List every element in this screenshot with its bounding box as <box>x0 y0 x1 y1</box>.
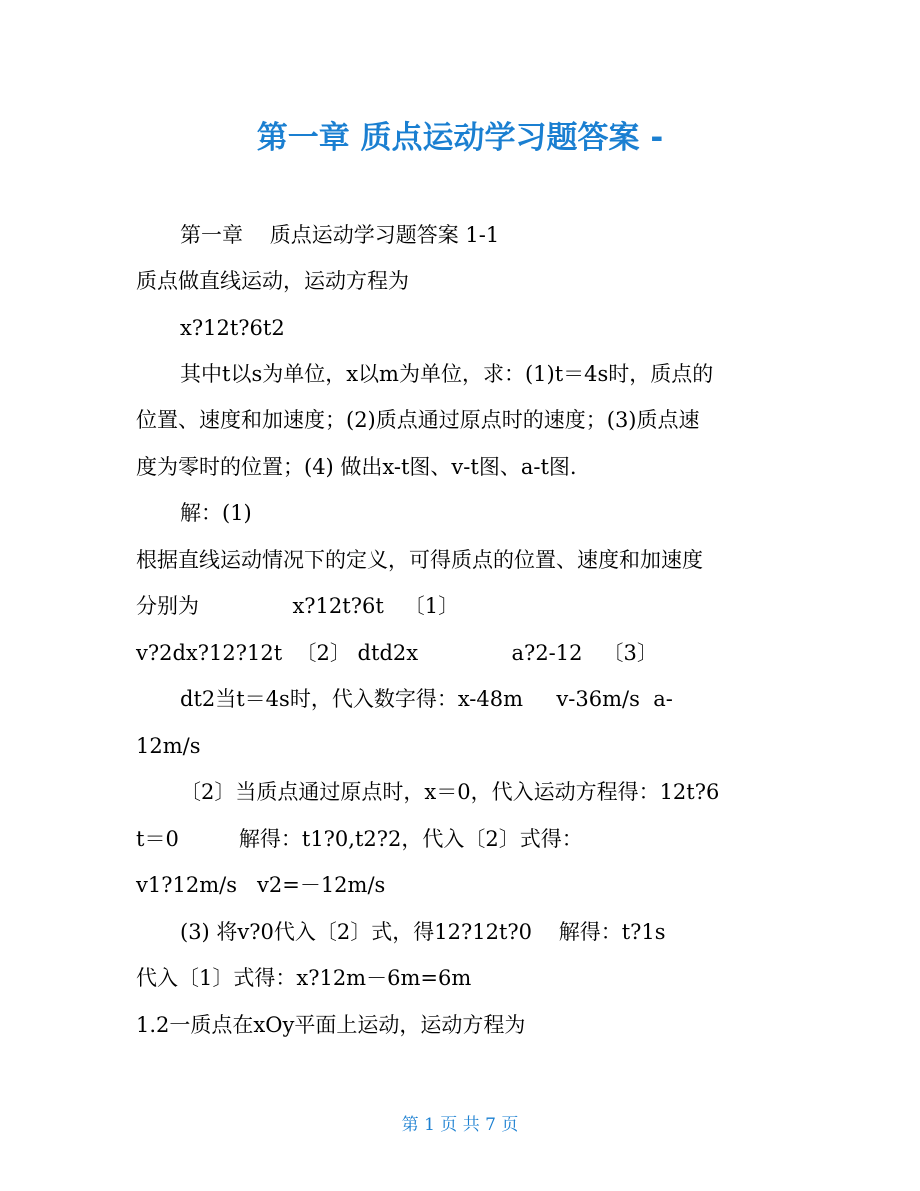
text-line: dt2当t＝4s时，代入数字得：x-48m v-36m/s a- <box>180 687 673 711</box>
text-line: 1.2一质点在xOy平面上运动，运动方程为 <box>136 1013 526 1037</box>
text-line: t＝0 解得：t1?0,t2?2，代入〔2〕式得： <box>136 827 583 851</box>
text-line: 解：(1) <box>180 501 252 525</box>
text-line: 分别为 x?12t?6t 〔1〕 <box>136 594 460 618</box>
text-line: 位置、速度和加速度；(2)质点通过原点时的速度；(3)质点速 <box>136 408 700 432</box>
text-line: x?12t?6t2 <box>180 316 285 340</box>
text-line: 度为零时的位置；(4) 做出x-t图、v-t图、a-t图. <box>136 455 577 479</box>
text-line: 质点做直线运动，运动方程为 <box>136 269 409 293</box>
text-line: 根据直线运动情况下的定义，可得质点的位置、速度和加速度 <box>136 548 703 572</box>
text-line: 其中t以s为单位，x以m为单位，求：(1)t＝4s时，质点的 <box>180 362 714 386</box>
text-line: v?2dx?12?12t 〔2〕 dtd2x a?2-12 〔3〕 <box>136 641 658 665</box>
text-line: 12m/s <box>136 734 201 758</box>
text-line: 代入〔1〕式得：x?12m－6m=6m <box>136 966 472 990</box>
document-title: 第一章 质点运动学习题答案 - <box>256 120 664 156</box>
text-line: 第一章 质点运动学习题答案 1-1 <box>180 223 500 247</box>
page-footer: 第 1 页 共 7 页 <box>401 1115 519 1135</box>
text-line: 〔2〕当质点通过原点时，x＝0，代入运动方程得：12t?6 <box>180 780 720 804</box>
text-line: v1?12m/s v2=－12m/s <box>136 873 386 897</box>
text-line: (3) 将v?0代入〔2〕式，得12?12t?0 解得：t?1s <box>180 920 666 944</box>
